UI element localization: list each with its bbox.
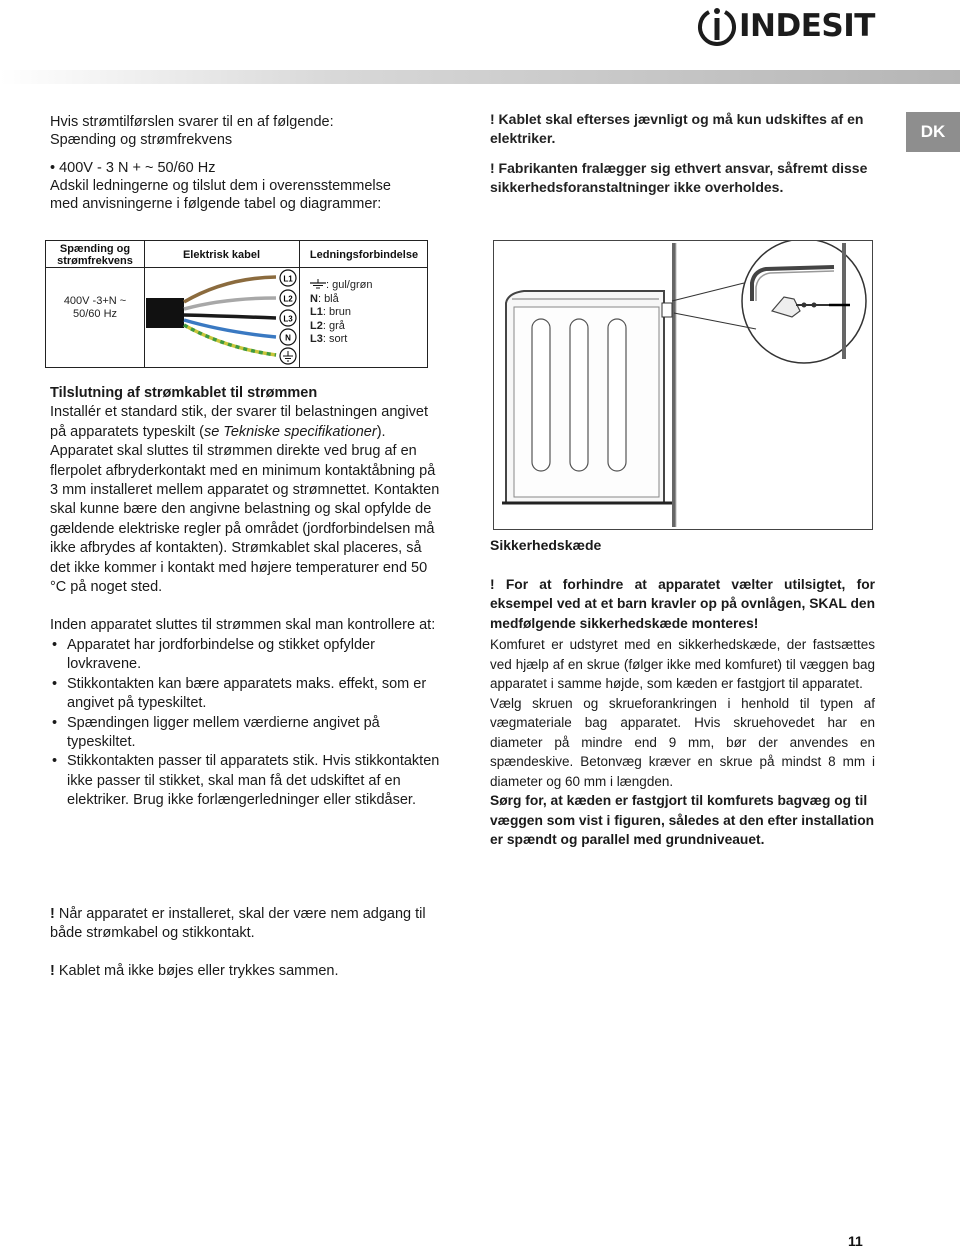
svg-text:L1: L1 bbox=[283, 274, 293, 284]
list-item: • Stikkontakten passer til apparatets stik. Hvis stikkontakten ikke passer til stikket, skal man få det udskiftet af en elektriker. Brug ikke forlængerledninger eller stikdåser. bbox=[50, 752, 440, 810]
list-item: • Apparatet har jordforbindelse og stikket opfylder lovkravene. bbox=[50, 636, 440, 675]
terminal-n bbox=[280, 329, 296, 345]
terminal-l2 bbox=[280, 290, 296, 306]
brand-name: INDESIT bbox=[739, 8, 875, 44]
section-title: Sikkerhedskæde bbox=[490, 537, 602, 553]
legend-l1: L1: brun bbox=[310, 306, 351, 318]
cable-warnings bbox=[490, 110, 890, 208]
header-bar bbox=[0, 70, 960, 84]
terminal-l1 bbox=[280, 270, 296, 286]
connection-section bbox=[50, 384, 440, 811]
indesit-logo bbox=[695, 2, 880, 52]
wire-color-legend bbox=[310, 279, 372, 347]
legend-n: N: blå bbox=[310, 292, 339, 305]
svg-text:L3: L3 bbox=[283, 314, 293, 324]
svg-text:N: N bbox=[285, 333, 291, 343]
paragraph: Komfuret er udstyret med en sikkerhedskæde, der fastsættes ved hjælp af en skrue (følger ikke med komfuret) til væggen bag apparatet i samme højde, som kæden er fastgjort til apparatet. bbox=[490, 637, 875, 691]
note-access: ! Når apparatet er installeret, skal der være nem adgang til både strømkabel og stikkontakt. bbox=[50, 906, 426, 942]
voltage-value: 400V -3+N ~ 50/60 Hz bbox=[63, 295, 127, 320]
language-tab: DK bbox=[906, 112, 960, 152]
intro-line: Spænding og strømfrekvens bbox=[50, 132, 233, 148]
note-cable-bend: ! Kablet må ikke bøjes eller trykkes sammen. bbox=[50, 962, 339, 979]
intro-line: Adskil ledningerne og tilslut dem i overensstemmelse bbox=[50, 178, 391, 194]
cable-diagram bbox=[145, 268, 299, 367]
warning-cable-inspection: ! Kablet skal efterses jævnligt og må kun udskiftes af en elektriker. bbox=[490, 111, 864, 146]
paragraph: Sørg for, at kæden er fastgjort til komfurets bagvæg og til væggen som vist i figuren, således at den efter installation er spændt og parallel med grundniveauet. bbox=[490, 793, 875, 847]
power-icon bbox=[695, 2, 739, 52]
safety-chain-section bbox=[490, 536, 875, 850]
bottom-notes bbox=[50, 905, 450, 999]
list-item: • Spændingen ligger mellem værdierne angivet på typeskiltet. bbox=[50, 714, 440, 753]
header-cable: Elektrisk kabel bbox=[182, 249, 261, 261]
checklist bbox=[50, 636, 440, 811]
paragraph: Apparatet skal sluttes til strømmen direkte ved brug af en flerpolet afbryderkontakt med en minimum kontaktåbning på 3 mm installeret mellem apparatet og strømnettet. Kontakten skal kunne bære den angivne belastning og skal opfylde de gældende elektriske regler på området (jordforbindelsen må ikke afbrydes af kontakten). Strømkablet skal placeres, så det ikke kommer i kontakt med højere temperaturer end 50 °C på noget sted. bbox=[50, 443, 440, 596]
legend-l3: L3: sort bbox=[310, 333, 348, 345]
section-title: Tilslutning af strømkablet til strømmen bbox=[50, 385, 318, 401]
wire-black bbox=[184, 315, 276, 318]
svg-text:L2: L2 bbox=[283, 294, 293, 304]
terminal-ground-icon bbox=[280, 348, 296, 364]
wiring-table bbox=[45, 240, 428, 368]
intro-line: med anvisningerne i følgende tabel og diagrammer: bbox=[50, 196, 382, 212]
terminal-l3 bbox=[280, 310, 296, 326]
intro-line: Hvis strømtilførslen svarer til en af følgende: bbox=[50, 114, 334, 130]
legend-l2: L2: grå bbox=[310, 319, 345, 332]
cable-sheath bbox=[146, 298, 184, 328]
cooker-back-illustration bbox=[494, 241, 872, 529]
header-connection: Ledningsforbindelse bbox=[309, 249, 419, 261]
paragraph: Installér et standard stik, der svarer til belastningen angivet på apparatets typeskilt (se Tekniske specifikationer). bbox=[50, 404, 429, 440]
wire-blue bbox=[184, 320, 276, 337]
wire-grey bbox=[184, 298, 276, 309]
list-item: • Stikkontakten kan bære apparatets maks. effekt, som er angivet på typeskiltet. bbox=[50, 675, 440, 714]
paragraph: Vælg skruen og skrueforankringen i henhold til typen af vægmateriale bag apparatet. Hvis skruehovedet har en diameter på mindre end 9 mm, bør der anvendes en spændeskive. Betonvæg kræver en skrue på mindst 8 mm i diameter og 60 mm i længden. bbox=[490, 695, 875, 789]
header-voltage: Spænding og strømfrekvens bbox=[57, 243, 133, 267]
chain-warning: ! For at forhindre at apparatet vælter utilsigtet, for eksempel ved at et barn kravler op på ovnlågen, SKAL den medfølgende sikkerhedskæde monteres! bbox=[490, 576, 875, 631]
ground-icon bbox=[310, 279, 326, 289]
safety-chain-figure bbox=[493, 240, 873, 530]
page-number: 11 bbox=[848, 1233, 863, 1249]
legend-ground: : gul/grøn bbox=[310, 279, 372, 293]
paragraph: Inden apparatet sluttes til strømmen skal man kontrollere at: bbox=[50, 617, 436, 634]
intro-text bbox=[50, 113, 450, 213]
warning-liability: ! Fabrikanten fralægger sig ethvert ansvar, såfremt disse sikkerhedsforanstaltninger ikke overholdes. bbox=[490, 160, 868, 195]
intro-line: • 400V - 3 N + ~ 50/60 Hz bbox=[50, 160, 216, 176]
